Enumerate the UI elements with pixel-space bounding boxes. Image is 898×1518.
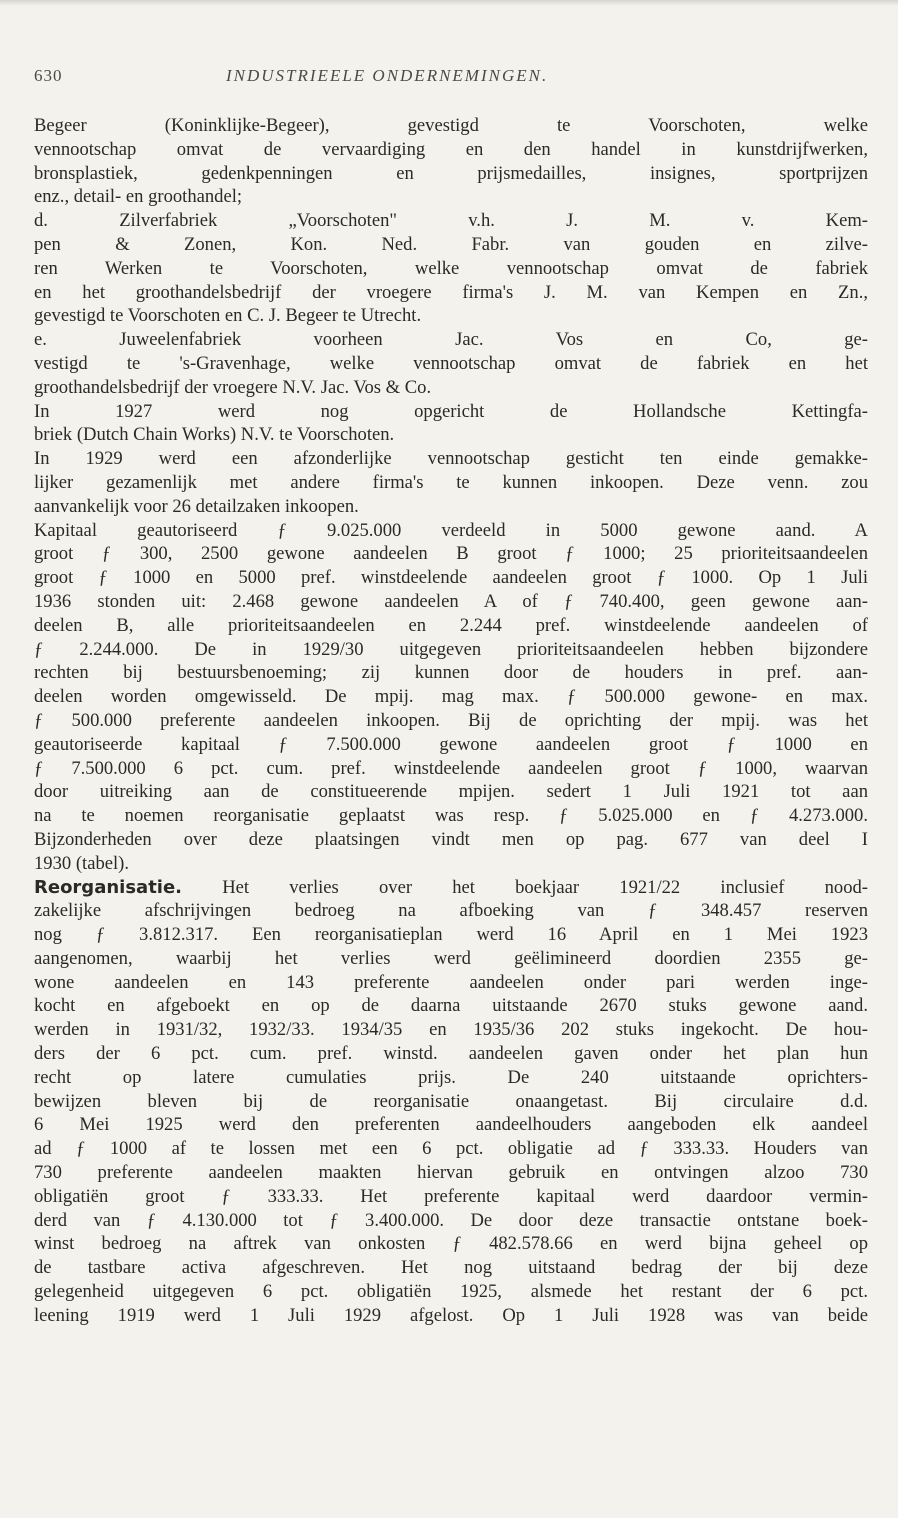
text-line: In 1929 werd een afzonderlijke vennootschap gesticht ten einde gemakke-: [34, 448, 868, 470]
text-line: ƒ 7.500.000 6 pct. cum. pref. winstdeelende aandeelen groot ƒ 1000, waarvan: [34, 757, 868, 779]
text-line: deelen B, alle prioriteitsaandeelen en 2.244 pref. winstdeelende aandeelen of: [34, 614, 868, 636]
text-line: wone aandeelen en 143 preferente aandeelen onder pari werden inge-: [34, 971, 868, 993]
text-line: winst bedroeg na aftrek van onkosten ƒ 482.578.66 en werd bijna geheel op: [34, 1233, 868, 1255]
text-line: 6 Mei 1925 werd den preferenten aandeelhouders aangeboden elk aandeel: [34, 1114, 868, 1136]
text-line: ad ƒ 1000 af te lossen met een 6 pct. obligatie ad ƒ 333.33. Houders van: [34, 1138, 868, 1160]
running-head-title: INDUSTRIEELE ONDERNEMINGEN.: [226, 66, 549, 85]
body-text: [34, 114, 868, 1328]
text-line: deelen worden omgewisseld. De mpij. mag max. ƒ 500.000 gewone- en max.: [34, 686, 868, 708]
text-line: 730 preferente aandeelen maakten hiervan gebruik en ontvingen alzoo 730: [34, 1162, 868, 1184]
text-line: lijker gezamenlijk met andere firma's te kunnen inkoopen. Deze venn. zou: [34, 471, 868, 493]
text-line: leening 1919 werd 1 Juli 1929 afgelost. Op 1 Juli 1928 was van beide: [34, 1304, 868, 1326]
text-line: de tastbare activa afgeschreven. Het nog uitstaand bedrag der bij deze: [34, 1257, 868, 1279]
text-line: 1936 stonden uit: 2.468 gewone aandeelen A of ƒ 740.400, geen gewone aan-: [34, 590, 868, 612]
running-head: [34, 66, 868, 90]
text-line: rechten bij bestuursbenoeming; zij kunnen door de houders in pref. aan-: [34, 662, 868, 684]
text-line: vestigd te 's-Gravenhage, welke vennootschap omvat de fabriek en het: [34, 352, 868, 374]
reorganisatie-heading: Reorganisatie.: [34, 876, 183, 898]
text-line: ƒ 2.244.000. De in 1929/30 uitgegeven prioriteitsaandeelen hebben bijzondere: [34, 638, 868, 660]
text-line: groot ƒ 300, 2500 gewone aandeelen B groot ƒ 1000; 25 prioriteitsaandeelen: [34, 543, 868, 565]
text-line: werden in 1931/32, 1932/33. 1934/35 en 1935/36 202 stuks ingekocht. De hou-: [34, 1019, 868, 1041]
page-number: 630: [34, 66, 63, 85]
text-line: geautoriseerde kapitaal ƒ 7.500.000 gewone aandeelen groot ƒ 1000 en: [34, 733, 868, 755]
text-line: 1930 (tabel).: [34, 852, 130, 874]
page-top-edge: [0, 0, 898, 6]
text-line: aanvankelijk voor 26 detailzaken inkoopen.: [34, 495, 359, 517]
text-line: enz., detail- en groothandel;: [34, 186, 243, 208]
text-line: d. Zilverfabriek „Voorschoten" v.h. J. M. v. Kem-: [34, 210, 868, 232]
text-line: na te noemen reorganisatie geplaatst was resp. ƒ 5.025.000 en ƒ 4.273.000.: [34, 805, 868, 827]
text-line: bronsplastiek, gedenkpenningen en prijsmedailles, insignes, sportprijzen: [34, 162, 868, 184]
text-line: In 1927 werd nog opgericht de Hollandsche Kettingfa-: [34, 400, 868, 422]
text-line: Kapitaal geautoriseerd ƒ 9.025.000 verdeeld in 5000 gewone aand. A: [34, 519, 868, 541]
text-line: Bijzonderheden over deze plaatsingen vindt men op pag. 677 van deel I: [34, 828, 868, 850]
text-line: nog ƒ 3.812.317. Een reorganisatieplan werd 16 April en 1 Mei 1923: [34, 924, 868, 946]
text-line: Begeer (Koninklijke-Begeer), gevestigd te Voorschoten, welke: [34, 115, 868, 136]
text-line: door uitreiking aan de constitueerende mpijen. sedert 1 Juli 1921 tot aan: [34, 781, 868, 803]
text-line: bewijzen bleven bij de reorganisatie onaangetast. Bij circulaire d.d.: [34, 1090, 868, 1112]
text-line: aangenomen, waarbij het verlies werd geëlimineerd doordien 2355 ge-: [34, 947, 868, 969]
text-line: zakelijke afschrijvingen bedroeg na afboeking van ƒ 348.457 reserven: [34, 900, 868, 922]
text-line: e. Juweelenfabriek voorheen Jac. Vos en Co, ge-: [34, 329, 868, 351]
text-line: obligatiën groot ƒ 333.33. Het preferente kapitaal werd daardoor vermin-: [34, 1185, 868, 1207]
text-line: gevestigd te Voorschoten en C. J. Begeer te Utrecht.: [34, 305, 422, 327]
text-line: groot ƒ 1000 en 5000 pref. winstdeelende aandeelen groot ƒ 1000. Op 1 Juli: [34, 567, 868, 589]
text-fragment: Het verlies over het boekjaar 1921/22 inclusief nood-: [222, 876, 868, 898]
text-line: ren Werken te Voorschoten, welke vennootschap omvat de fabriek: [34, 257, 868, 279]
text-line: ƒ 500.000 preferente aandeelen inkoopen. Bij de oprichting der mpij. was het: [34, 709, 868, 731]
text-line: recht op latere cumulaties prijs. De 240 uitstaande oprichters-: [34, 1066, 868, 1088]
text-line: en het groothandelsbedrijf der vroegere firma's J. M. van Kempen en Zn.,: [34, 281, 868, 303]
text-line: pen & Zonen, Kon. Ned. Fabr. van gouden en zilve-: [34, 233, 868, 255]
text-line: gelegenheid uitgegeven 6 pct. obligatiën 1925, alsmede het restant der 6 pct.: [34, 1281, 868, 1303]
text-line: derd van ƒ 4.130.000 tot ƒ 3.400.000. De door deze transactie ontstane boek-: [34, 1209, 868, 1231]
text-line: ders der 6 pct. cum. pref. winstd. aandeelen gaven onder het plan hun: [34, 1043, 868, 1065]
text-line: vennootschap omvat de vervaardiging en den handel in kunstdrijfwerken,: [34, 138, 868, 160]
reorganisatie-paragraph-start: [34, 876, 868, 900]
text-line: briek (Dutch Chain Works) N.V. te Voorschoten.: [34, 424, 395, 446]
text-line: groothandelsbedrijf der vroegere N.V. Jac. Vos & Co.: [34, 376, 432, 398]
text-line: kocht en afgeboekt en op de daarna uitstaande 2670 stuks gewone aand.: [34, 995, 868, 1017]
